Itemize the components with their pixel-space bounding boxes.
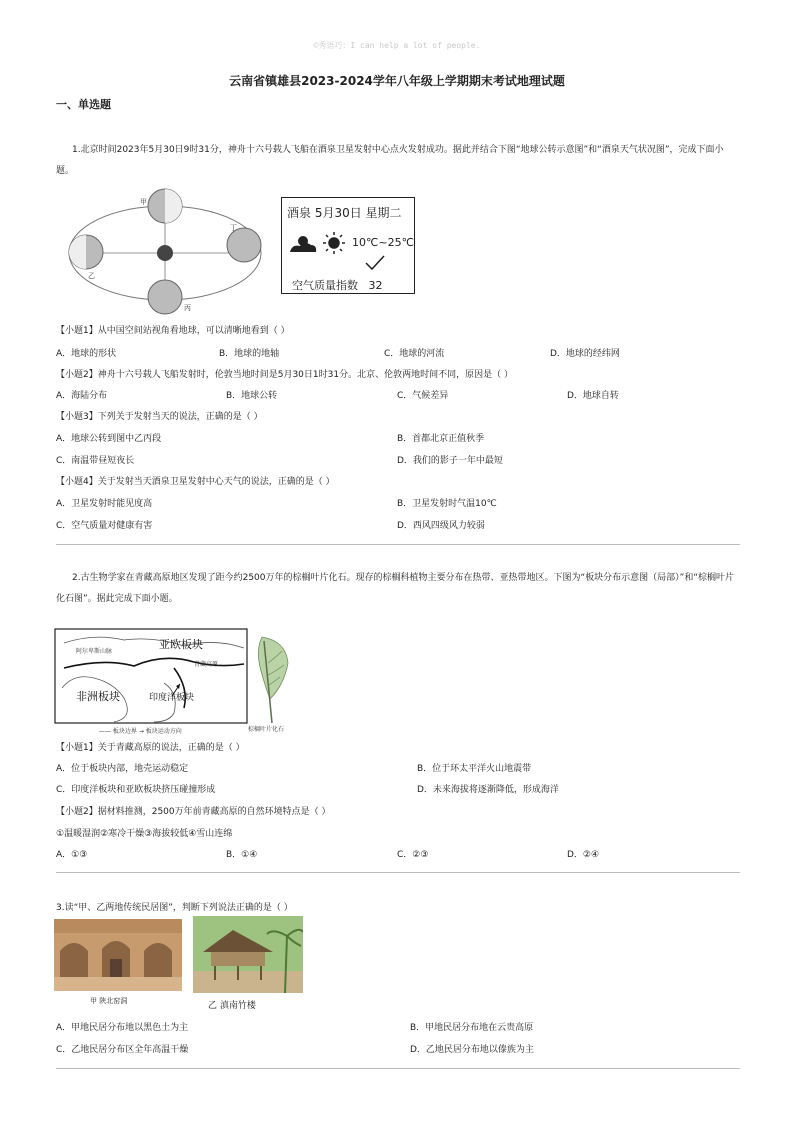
- weather-temp: 10℃~25℃: [352, 236, 414, 249]
- label-yi: 乙: [88, 272, 95, 280]
- divider: [56, 1068, 740, 1069]
- q3-opt-b[interactable]: B．甲地民居分布地在云贵高原: [410, 1023, 534, 1033]
- q3-opt-a[interactable]: A．甲地民居分布地以黑色土为主: [56, 1023, 189, 1033]
- label-africa-plate: 非洲板块: [76, 690, 120, 703]
- q1-sub1-opt-b[interactable]: B．地球的地轴: [219, 349, 280, 359]
- page-title: 云南省镇雄县2023-2024学年八年级上学期期末考试地理试题: [229, 74, 565, 88]
- q1-sub2: 【小题2】神舟十六号载人飞船发射时，伦敦当地时间是5月30日1时31分。北京、伦敦两地时间不同，原因是（ ）: [56, 370, 513, 380]
- q1-sub4: 【小题4】关于发射当天酒泉卫星发射中心天气的说法，正确的是（ ）: [56, 477, 335, 487]
- q1-sub4-opt-c[interactable]: C．空气质量对健康有害: [56, 521, 153, 531]
- q1-sub4-opt-b[interactable]: B．卫星发射时气温10℃: [397, 499, 497, 509]
- q1-sub3-opt-a[interactable]: A．地球公转到图中乙丙段: [56, 434, 162, 444]
- fossil-caption: 棕榈叶片化石: [248, 726, 285, 733]
- photo-caption-yi: 乙 滇南竹楼: [208, 1001, 256, 1011]
- q2-sub2-opt-d[interactable]: D．②④: [567, 850, 600, 860]
- q2-sub1-opt-c[interactable]: C．印度洋板块和亚欧板块挤压碰撞形成: [56, 785, 216, 795]
- q1-sub2-opt-a[interactable]: A．海陆分布: [56, 391, 108, 401]
- sun-icon: [157, 245, 173, 261]
- watermark: ©秀语巧：I can help a lot of people.: [313, 41, 481, 50]
- divider: [56, 872, 740, 873]
- q3-stem: 3.读“甲、乙两地传统民居图”，判断下列说法正确的是（ ）: [56, 903, 293, 913]
- q1-sub2-opt-d[interactable]: D．地球自转: [567, 391, 619, 401]
- q3-opt-d[interactable]: D．乙地民居分布地以傣族为主: [410, 1045, 534, 1055]
- q1-sub3: 【小题3】下列关于发射当天的说法，正确的是（ ）: [56, 412, 263, 422]
- map-legend: —— 板块边界 → 板块运动方向: [99, 728, 182, 735]
- weather-aqi: 空气质量指数 32: [292, 279, 383, 292]
- q2-sub2-opt-a[interactable]: A．①③: [56, 850, 88, 860]
- q1-sub1-opt-d[interactable]: D．地球的经纬网: [550, 349, 620, 359]
- earth-orbit-diagram: [62, 186, 272, 316]
- q1-sub1-opt-a[interactable]: A．地球的形状: [56, 349, 117, 359]
- q2-sub1-opt-b[interactable]: B．位于环太平洋火山地震带: [417, 764, 532, 774]
- q2-sub1-opt-d[interactable]: D．未来海拔将逐渐降低，形成海洋: [417, 785, 559, 795]
- q1-stem: 1.北京时间2023年5月30日9时31分，神舟十六号载人飞船在酒泉卫星发射中心点火发射成功。据此并结合下图“地球公转示意图”和“酒泉天气状况图”，完成下面小题。: [56, 145, 724, 176]
- section-heading: 一、单选题: [56, 98, 111, 111]
- earth-right-icon: [227, 228, 261, 262]
- label-eurasia-plate: 亚欧板块: [159, 638, 203, 651]
- bamboo-house-photo: [193, 916, 303, 993]
- q1-sub3-opt-d[interactable]: D．我们的影子一年中最短: [397, 456, 503, 466]
- cave-dwelling-photo: [54, 919, 182, 991]
- label-jia: 甲: [140, 198, 147, 206]
- label-indian-ocean-plate: 印度洋板块: [149, 693, 195, 703]
- palm-fossil-image: [248, 633, 296, 735]
- q2-sub2-opt-b[interactable]: B．①④: [226, 850, 258, 860]
- q2-sub2-opt-c[interactable]: C．②③: [397, 850, 429, 860]
- q1-sub3-opt-b[interactable]: B．首都北京正值秋季: [397, 434, 485, 444]
- weather-icons: [286, 230, 350, 258]
- q1-sub2-opt-b[interactable]: B．地球公转: [226, 391, 278, 401]
- q2-sub1: 【小题1】关于青藏高原的说法，正确的是（ ）: [56, 743, 245, 753]
- q3-opt-c[interactable]: C．乙地民居分布区全年高温干燥: [56, 1045, 189, 1055]
- q2-sub2: 【小题2】据材料推测，2500万年前青藏高原的自然环境特点是（ ）: [56, 807, 331, 817]
- q2-stem: 2.古生物学家在青藏高原地区发现了距今约2500万年的棕榈叶片化石。现存的棕榈科植物主要分布在热带、亚热带地区。下图为“板块分布示意图（局部）”和“棕榈叶片化石图”。据此完成下面小题。: [56, 573, 734, 604]
- earth-bottom-icon: [148, 280, 182, 314]
- q1-sub4-opt-d[interactable]: D．西风四级风力较弱: [397, 521, 485, 531]
- q1-sub1: 【小题1】从中国空间站视角看地球，可以清晰地看到（ ）: [56, 326, 290, 336]
- label-ding: 丁: [230, 224, 237, 232]
- weather-card: [281, 197, 415, 294]
- q1-sub1-opt-c[interactable]: C．地球的河流: [384, 349, 445, 359]
- q1-sub4-opt-a[interactable]: A．卫星发射时能见度高: [56, 499, 153, 509]
- weather-date: 酒泉 5月30日 星期二: [287, 206, 402, 220]
- label-alps: 阿尔卑斯山脉: [76, 648, 113, 655]
- q2-sub2-items: ①温暖湿润②寒冷干燥③海拔较低④雪山连绵: [56, 829, 233, 839]
- cloudy-sun-icon: [290, 236, 316, 252]
- photo-caption-jia: 甲 陕北窑洞: [90, 997, 128, 1005]
- q2-sub1-opt-a[interactable]: A．位于板块内部，地壳运动稳定: [56, 764, 189, 774]
- label-tibet: 青藏高原: [194, 661, 219, 668]
- check-icon: [364, 254, 386, 272]
- divider: [56, 544, 740, 545]
- q1-sub3-opt-c[interactable]: C．南温带昼短夜长: [56, 456, 135, 466]
- sun-icon: [323, 232, 345, 254]
- plate-map: [54, 628, 248, 735]
- q1-sub2-opt-c[interactable]: C．气候差异: [397, 391, 449, 401]
- label-bing: 丙: [184, 304, 191, 312]
